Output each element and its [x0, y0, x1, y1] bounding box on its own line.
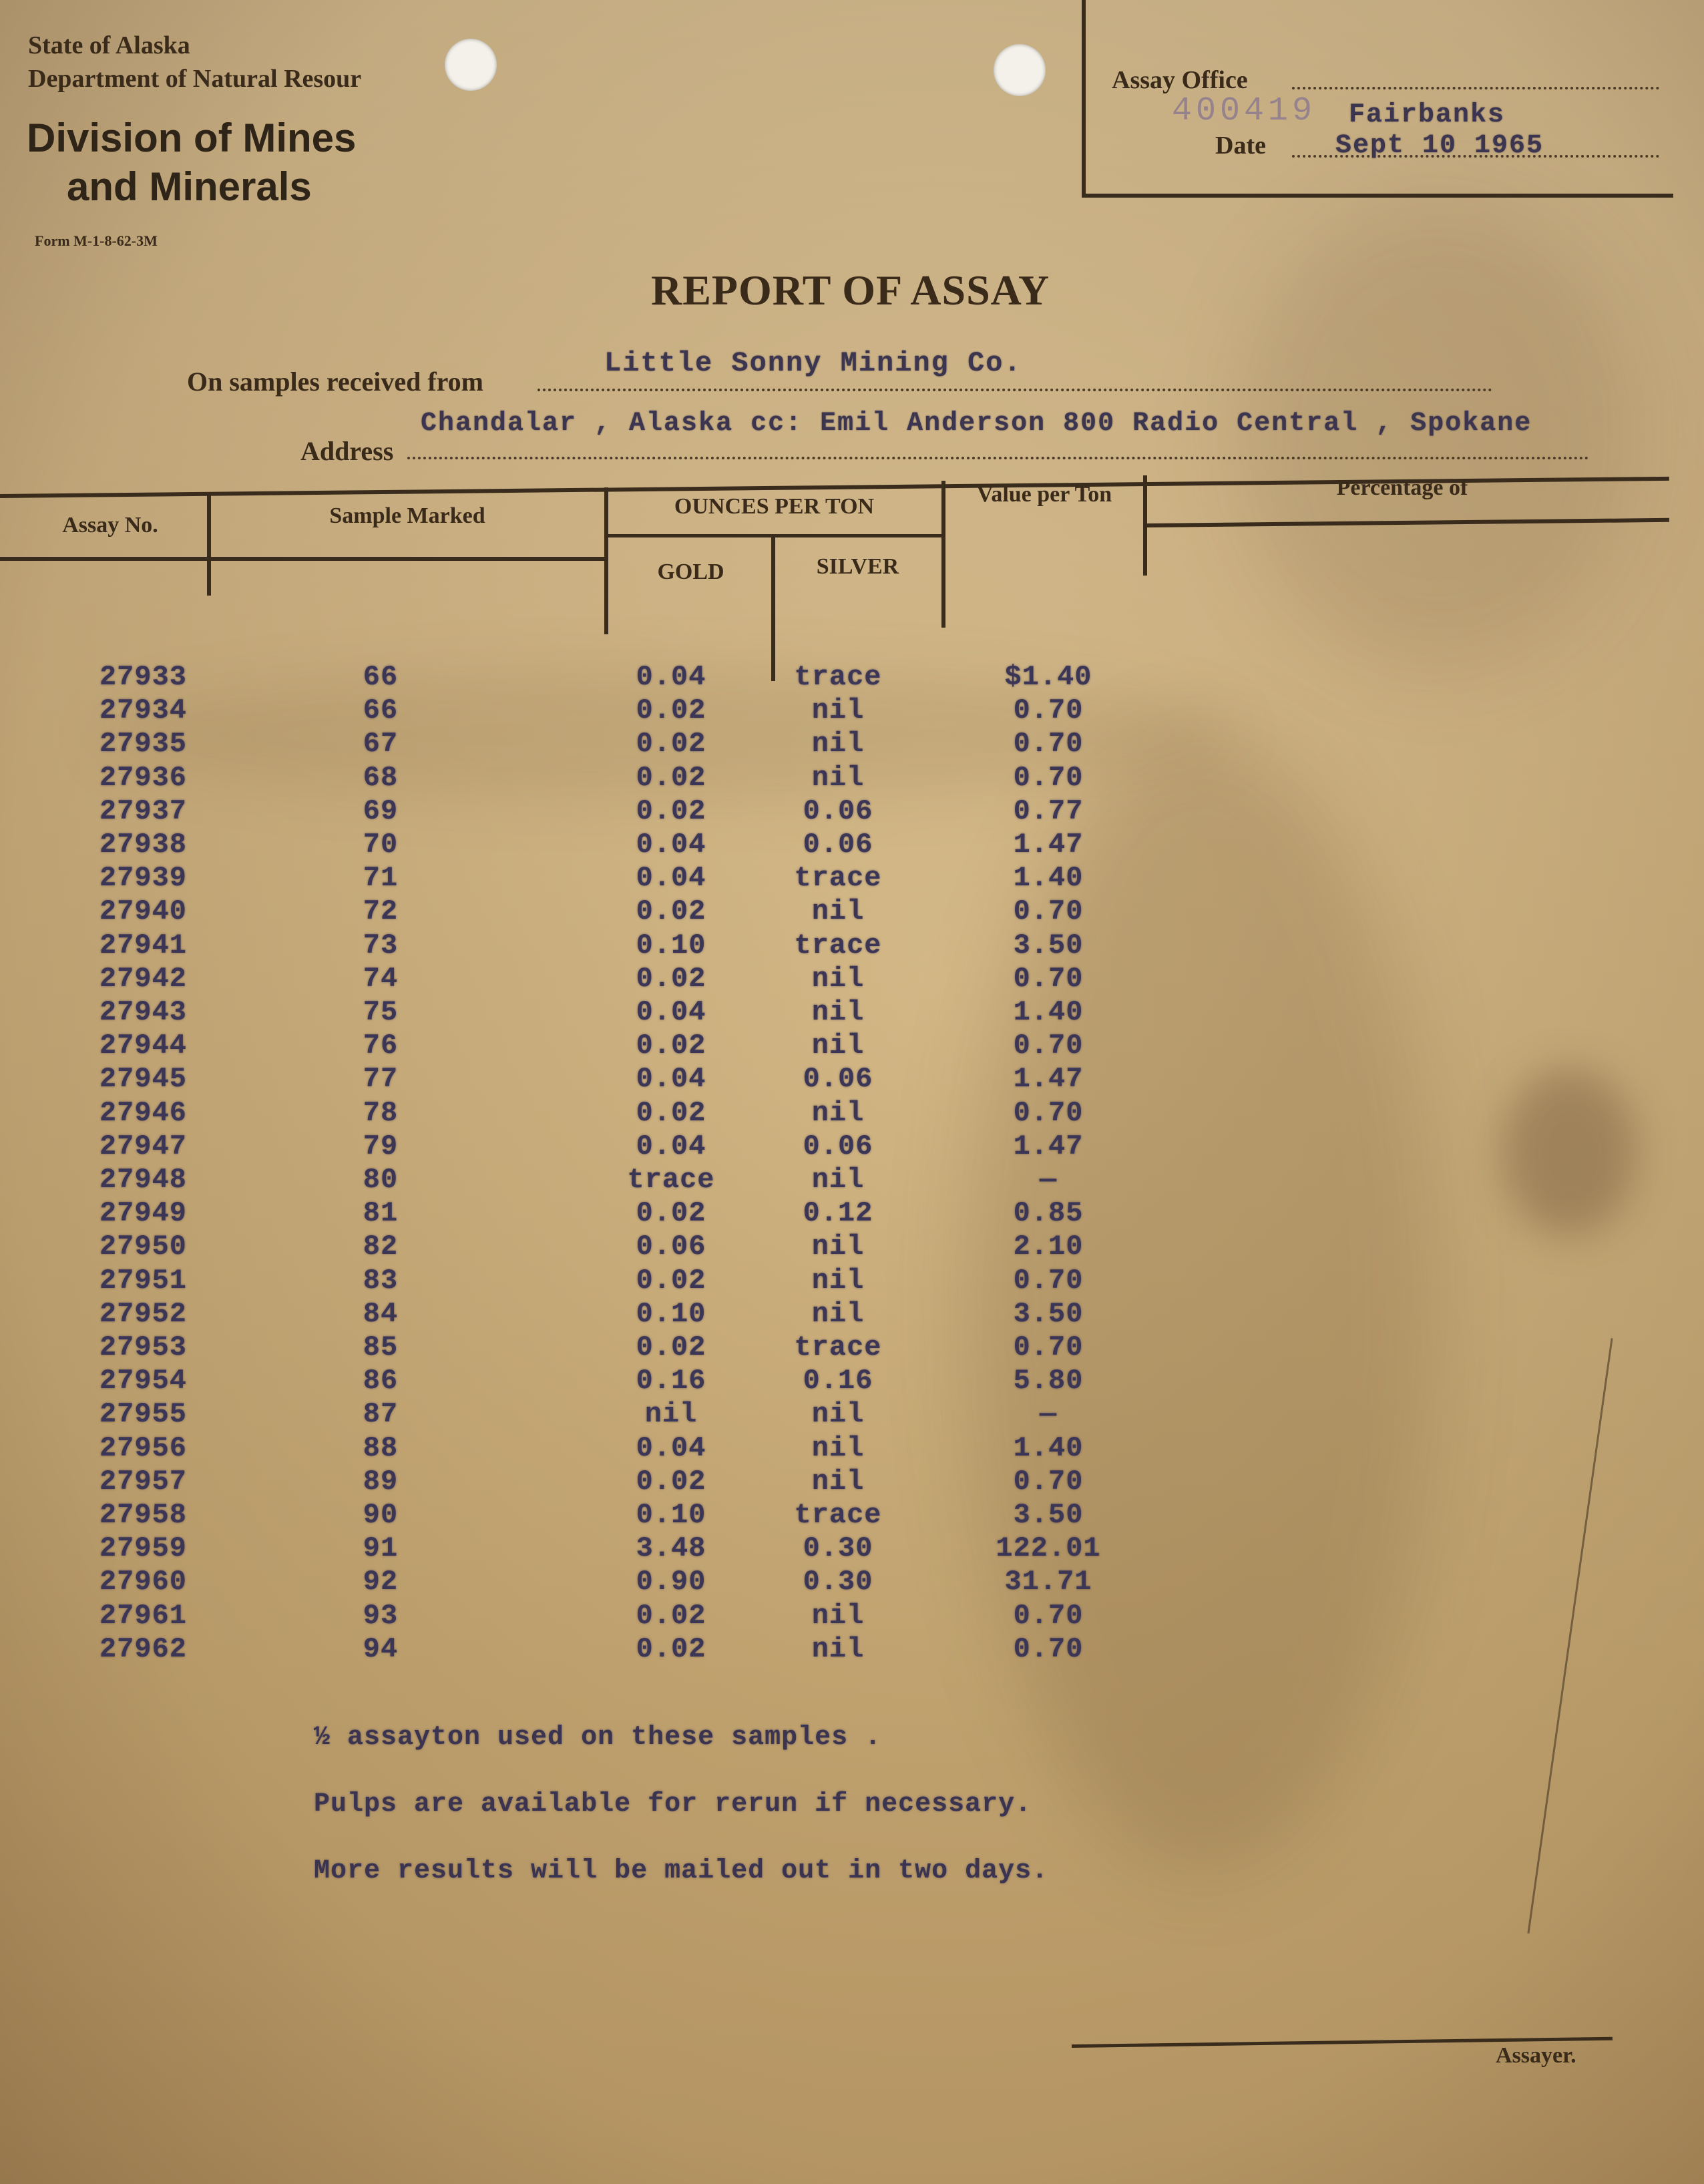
table-row: [0, 1432, 1202, 1466]
gold-cell: 3.48: [636, 1532, 706, 1565]
assay-number-cell: 27943: [99, 996, 187, 1028]
received-from-line: [538, 389, 1492, 391]
value-per-ton-cell: —: [1039, 1398, 1058, 1431]
assay-number-cell: 27947: [99, 1130, 187, 1162]
silver-cell: nil: [811, 1465, 865, 1498]
gold-cell: 0.02: [636, 761, 706, 794]
gold-cell: 0.04: [636, 862, 706, 895]
value-per-ton-cell: 122.01: [996, 1532, 1101, 1565]
sample-marked-cell: 84: [363, 1297, 399, 1330]
value-per-ton-cell: 0.70: [1013, 895, 1084, 928]
silver-cell: nil: [811, 761, 865, 794]
table-row: [0, 795, 1202, 829]
gold-cell: 0.90: [636, 1566, 706, 1598]
gold-cell: 0.02: [636, 1331, 706, 1363]
assay-number-cell: 27960: [99, 1566, 187, 1598]
sample-marked-cell: 93: [363, 1599, 399, 1632]
table-row: [0, 862, 1202, 895]
table-row: [0, 829, 1202, 862]
assay-number-cell: 27933: [99, 661, 187, 693]
gold-cell: 0.02: [636, 1197, 706, 1230]
value-per-ton-cell: 5.80: [1013, 1365, 1084, 1397]
assayer-label: Assayer.: [1496, 2043, 1576, 2068]
gold-cell: 0.16: [636, 1365, 706, 1397]
assay-number-cell: 27949: [99, 1197, 187, 1230]
value-per-ton-cell: 3.50: [1013, 1499, 1084, 1531]
state-label: State of Alaska: [28, 31, 190, 59]
table-row: [0, 728, 1202, 761]
table-row: [0, 1331, 1202, 1365]
value-per-ton-cell: 1.47: [1013, 829, 1084, 861]
value-per-ton-cell: 0.70: [1013, 962, 1084, 995]
silver-cell: nil: [811, 1030, 865, 1062]
gold-cell: 0.04: [636, 1130, 706, 1162]
assay-number-cell: 27950: [99, 1231, 187, 1263]
silver-cell: trace: [794, 1499, 882, 1531]
received-from-label: On samples received from: [187, 367, 484, 397]
silver-cell: nil: [811, 1297, 865, 1330]
value-per-ton-cell: 0.70: [1013, 761, 1084, 794]
sample-marked-cell: 76: [363, 1030, 399, 1062]
silver-cell: nil: [811, 1432, 865, 1464]
sample-marked-cell: 80: [363, 1164, 399, 1196]
silver-cell: trace: [794, 1331, 882, 1363]
note-assayton: ½ assayton used on these samples .: [314, 1723, 882, 1753]
gold-cell: 0.04: [636, 996, 706, 1028]
header-bottom-rule: [0, 557, 608, 561]
sample-marked-cell: 75: [363, 996, 399, 1028]
table-row: [0, 1600, 1202, 1633]
col-divider-1: [207, 495, 211, 596]
address-value: Chandalar , Alaska cc: Emil Anderson 800 Radio Central , Spokane: [421, 409, 1532, 439]
sample-marked-cell: 72: [363, 895, 399, 928]
sample-marked-cell: 74: [363, 962, 399, 995]
report-title: REPORT OF ASSAY: [651, 266, 1050, 314]
department-label: Department of Natural Resour: [28, 65, 362, 93]
silver-cell: trace: [794, 862, 882, 895]
table-row: [0, 661, 1202, 694]
sample-marked-cell: 92: [363, 1566, 399, 1598]
value-per-ton-cell: 1.47: [1013, 1063, 1084, 1096]
table-row: [0, 929, 1202, 963]
sample-marked-cell: 70: [363, 829, 399, 861]
assay-number-cell: 27942: [99, 962, 187, 995]
division-title-line2: and Minerals: [67, 164, 312, 209]
silver-cell: nil: [811, 1632, 865, 1665]
assay-number-cell: 27959: [99, 1532, 187, 1565]
value-per-ton-cell: 0.70: [1013, 1096, 1084, 1129]
sample-marked-cell: 81: [363, 1197, 399, 1230]
silver-cell: nil: [811, 895, 865, 928]
gold-cell: 0.04: [636, 829, 706, 861]
assay-number-cell: 27940: [99, 895, 187, 928]
address-line: [407, 457, 1589, 459]
assay-number-cell: 27945: [99, 1063, 187, 1096]
gold-cell: 0.10: [636, 1499, 706, 1531]
gold-cell: 0.04: [636, 1432, 706, 1464]
gold-cell: 0.02: [636, 1632, 706, 1665]
table-row: [0, 1365, 1202, 1398]
assay-number-cell: 27937: [99, 795, 187, 827]
date-stamp: 400419: [1172, 92, 1317, 130]
gold-cell: 0.02: [636, 962, 706, 995]
assay-number-cell: 27962: [99, 1632, 187, 1665]
value-per-ton-cell: 3.50: [1013, 1297, 1084, 1330]
division-title-line1: Division of Mines: [27, 116, 357, 160]
col-ounces-per-ton: OUNCES PER TON: [674, 494, 875, 519]
punch-hole-left: [445, 39, 497, 91]
value-per-ton-cell: $1.40: [1004, 661, 1092, 693]
table-row: [0, 694, 1202, 728]
silver-cell: 0.06: [803, 795, 873, 827]
assay-number-cell: 27935: [99, 728, 187, 760]
col-divider-4: [941, 481, 945, 628]
sample-marked-cell: 89: [363, 1465, 399, 1498]
col-divider-5: [1143, 475, 1147, 576]
assay-number-cell: 27941: [99, 929, 187, 961]
silver-cell: 0.06: [803, 1063, 873, 1096]
assay-number-cell: 27954: [99, 1365, 187, 1397]
silver-cell: nil: [811, 1096, 865, 1129]
value-per-ton-cell: 0.70: [1013, 1264, 1084, 1297]
gold-cell: 0.10: [636, 929, 706, 961]
sample-marked-cell: 78: [363, 1096, 399, 1129]
silver-cell: trace: [794, 661, 882, 693]
assay-number-cell: 27951: [99, 1264, 187, 1297]
sample-marked-cell: 77: [363, 1063, 399, 1096]
value-per-ton-cell: 1.40: [1013, 996, 1084, 1028]
silver-cell: 0.06: [803, 1130, 873, 1162]
sample-marked-cell: 71: [363, 862, 399, 895]
sample-marked-cell: 91: [363, 1532, 399, 1565]
punch-hole-right: [994, 44, 1046, 96]
table-row: [0, 762, 1202, 795]
table-row: [0, 1265, 1202, 1298]
received-from-value: Little Sonny Mining Co.: [604, 347, 1022, 379]
assay-number-cell: 27953: [99, 1331, 187, 1363]
table-row: [0, 996, 1202, 1030]
value-per-ton-cell: 0.70: [1013, 1331, 1084, 1363]
sample-marked-cell: 66: [363, 661, 399, 693]
table-row: [0, 1398, 1202, 1432]
silver-cell: 0.06: [803, 829, 873, 861]
assay-number-cell: 27936: [99, 761, 187, 794]
col-sample-marked: Sample Marked: [329, 503, 485, 528]
sample-marked-cell: 73: [363, 929, 399, 961]
table-row: [0, 1499, 1202, 1532]
value-per-ton-cell: —: [1039, 1164, 1058, 1196]
sample-marked-cell: 68: [363, 761, 399, 794]
col-value-per-ton: Value per Ton: [976, 482, 1112, 507]
value-per-ton-cell: 0.70: [1013, 1632, 1084, 1665]
margin-pencil-line: [1527, 1338, 1613, 1934]
gold-cell: 0.04: [636, 1063, 706, 1096]
silver-cell: trace: [794, 929, 882, 961]
assay-number-cell: 27952: [99, 1297, 187, 1330]
gold-cell: 0.04: [636, 661, 706, 693]
sample-marked-cell: 88: [363, 1432, 399, 1464]
col-assay-no: Assay No.: [62, 513, 158, 537]
col-gold: GOLD: [657, 560, 724, 584]
table-row: [0, 1532, 1202, 1566]
silver-cell: nil: [811, 996, 865, 1028]
value-per-ton-cell: 0.70: [1013, 1465, 1084, 1498]
silver-cell: 0.30: [803, 1532, 873, 1565]
sample-marked-cell: 86: [363, 1365, 399, 1397]
table-row: [0, 895, 1202, 929]
sample-marked-cell: 66: [363, 694, 399, 727]
value-per-ton-cell: 0.77: [1013, 795, 1084, 827]
silver-cell: nil: [811, 1398, 865, 1431]
date-value: Sept 10 1965: [1335, 131, 1544, 161]
table-row: [0, 1633, 1202, 1667]
silver-cell: 0.16: [803, 1365, 873, 1397]
col-silver: SILVER: [816, 554, 899, 579]
silver-cell: nil: [811, 1599, 865, 1632]
silver-cell: nil: [811, 1164, 865, 1196]
value-per-ton-cell: 3.50: [1013, 929, 1084, 961]
silver-cell: nil: [811, 1231, 865, 1263]
sample-marked-cell: 90: [363, 1499, 399, 1531]
col-percentage-of: Percentage of: [1336, 475, 1468, 500]
table-row: [0, 1030, 1202, 1063]
sample-marked-cell: 79: [363, 1130, 399, 1162]
silver-cell: nil: [811, 728, 865, 760]
assay-number-cell: 27946: [99, 1096, 187, 1129]
assay-number-cell: 27955: [99, 1398, 187, 1431]
assay-number-cell: 27938: [99, 829, 187, 861]
assay-number-cell: 27961: [99, 1599, 187, 1632]
assay-number-cell: 27958: [99, 1499, 187, 1531]
assay-number-cell: 27948: [99, 1164, 187, 1196]
silver-cell: nil: [811, 1264, 865, 1297]
gold-cell: 0.02: [636, 1599, 706, 1632]
value-per-ton-cell: 0.70: [1013, 1599, 1084, 1632]
col-divider-2: [604, 487, 608, 634]
form-number: Form M-1-8-62-3M: [35, 232, 158, 249]
gold-cell: 0.02: [636, 1030, 706, 1062]
sample-marked-cell: 83: [363, 1264, 399, 1297]
silver-cell: nil: [811, 962, 865, 995]
note-pulps: Pulps are available for rerun if necessary.: [314, 1789, 1032, 1819]
stain: [1502, 1068, 1636, 1235]
value-per-ton-cell: 2.10: [1013, 1231, 1084, 1263]
value-per-ton-cell: 0.70: [1013, 728, 1084, 760]
table-row: [0, 1063, 1202, 1096]
assay-office-label: Assay Office: [1112, 66, 1248, 94]
sample-marked-cell: 82: [363, 1231, 399, 1263]
assay-number-cell: 27956: [99, 1432, 187, 1464]
table-row: [0, 1097, 1202, 1130]
assay-office-value: Fairbanks: [1349, 100, 1506, 130]
gold-cell: 0.02: [636, 1264, 706, 1297]
percentage-sub-rule: [1145, 518, 1669, 527]
gold-cell: 0.10: [636, 1297, 706, 1330]
table-row: [0, 1566, 1202, 1599]
silver-cell: 0.30: [803, 1566, 873, 1598]
date-label: Date: [1215, 132, 1266, 160]
table-row: [0, 1164, 1202, 1197]
assay-number-cell: 27939: [99, 862, 187, 895]
note-more-results: More results will be mailed out in two days.: [314, 1856, 1049, 1886]
table-row: [0, 1197, 1202, 1231]
table-row: [0, 1231, 1202, 1264]
value-per-ton-cell: 0.70: [1013, 694, 1084, 727]
gold-cell: trace: [627, 1164, 715, 1196]
table-row: [0, 1466, 1202, 1499]
sample-marked-cell: 87: [363, 1398, 399, 1431]
table-row: [0, 1130, 1202, 1164]
address-label: Address: [300, 436, 394, 466]
value-per-ton-cell: 1.40: [1013, 862, 1084, 895]
gold-cell: 0.02: [636, 895, 706, 928]
value-per-ton-cell: 1.40: [1013, 1432, 1084, 1464]
gold-cell: 0.02: [636, 728, 706, 760]
value-per-ton-cell: 0.70: [1013, 1030, 1084, 1062]
silver-cell: nil: [811, 694, 865, 727]
assay-office-box: [1082, 0, 1673, 198]
value-per-ton-cell: 1.47: [1013, 1130, 1084, 1162]
gold-cell: 0.02: [636, 694, 706, 727]
value-per-ton-cell: 31.71: [1004, 1566, 1092, 1598]
gold-cell: 0.02: [636, 795, 706, 827]
gold-cell: nil: [644, 1398, 698, 1431]
assay-office-line: [1292, 87, 1659, 89]
table-row: [0, 1298, 1202, 1331]
gold-cell: 0.02: [636, 1096, 706, 1129]
assay-number-cell: 27934: [99, 694, 187, 727]
gold-cell: 0.02: [636, 1465, 706, 1498]
value-per-ton-cell: 0.85: [1013, 1197, 1084, 1230]
assay-number-cell: 27944: [99, 1030, 187, 1062]
sample-marked-cell: 67: [363, 728, 399, 760]
sample-marked-cell: 85: [363, 1331, 399, 1363]
ounces-sub-rule: [608, 534, 945, 537]
sample-marked-cell: 94: [363, 1632, 399, 1665]
sample-marked-cell: 69: [363, 795, 399, 827]
assay-number-cell: 27957: [99, 1465, 187, 1498]
gold-cell: 0.06: [636, 1231, 706, 1263]
silver-cell: 0.12: [803, 1197, 873, 1230]
table-row: [0, 963, 1202, 996]
